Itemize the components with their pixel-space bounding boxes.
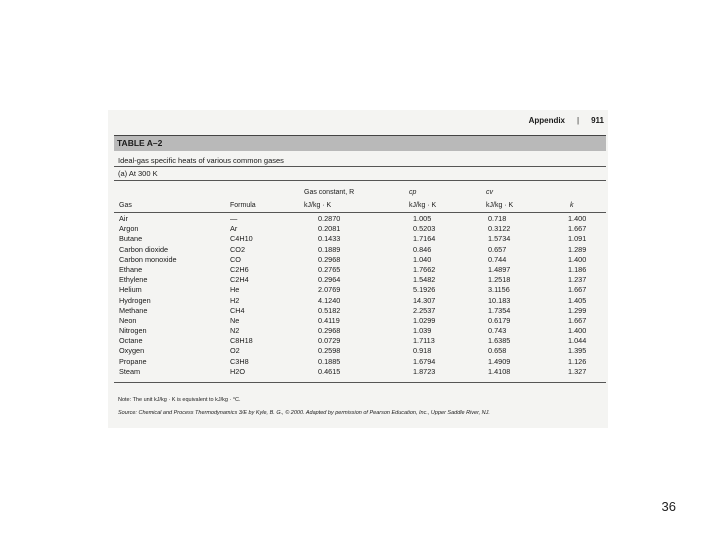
- gas-name: Carbon dioxide: [119, 244, 169, 254]
- gas-name: Methane: [119, 305, 148, 315]
- table-row: [108, 214, 608, 224]
- scanned-table-page: [108, 110, 608, 428]
- column-header-cp-symbol: cp: [409, 189, 417, 196]
- k-value: 1.299: [568, 305, 587, 315]
- cv-value: 0.6179: [488, 315, 511, 325]
- gas-constant: 0.4615: [318, 366, 341, 376]
- gas-constant: 0.1885: [318, 356, 341, 366]
- cp-value: 5.1926: [413, 285, 436, 295]
- cp-value: 0.846: [413, 244, 432, 254]
- column-header-cp: [409, 188, 436, 210]
- gas-formula: C8H18: [230, 336, 253, 346]
- divider: [114, 212, 606, 213]
- gas-name: Hydrogen: [119, 295, 151, 305]
- table-row: [108, 234, 608, 244]
- table-row: [108, 326, 608, 336]
- table-row: [108, 306, 608, 316]
- gas-constant: 0.2870: [318, 214, 341, 223]
- table-section: (a) At 300 K: [118, 169, 158, 178]
- k-value: 1.091: [568, 234, 587, 244]
- cp-value: 1.0299: [413, 315, 436, 325]
- column-header-r-unit: kJ/kg · K: [304, 202, 332, 209]
- divider: [114, 180, 606, 181]
- gas-formula: —: [230, 214, 238, 223]
- k-value: 1.405: [568, 295, 587, 305]
- table-note: Note: The unit kJ/kg · K is equivalent to kJ/kg · °C.: [118, 397, 241, 403]
- table-title: TABLE A–2: [117, 138, 163, 148]
- gas-constant: 0.5182: [318, 305, 341, 315]
- gas-constant: 2.0769: [318, 285, 341, 295]
- cv-value: 1.2518: [488, 275, 511, 285]
- table-subtitle: Ideal-gas specific heats of various common gases: [118, 156, 284, 165]
- k-value: 1.186: [568, 264, 587, 274]
- divider: [114, 382, 606, 383]
- k-value: 1.044: [568, 336, 587, 346]
- table-row: [108, 316, 608, 326]
- k-value: 1.289: [568, 244, 587, 254]
- gas-name: Ethane: [119, 264, 143, 274]
- table-row: [108, 275, 608, 285]
- cp-value: 1.040: [413, 254, 432, 264]
- gas-formula: C2H4: [230, 275, 249, 285]
- cv-value: 1.4108: [488, 366, 511, 376]
- gas-name: Oxygen: [119, 346, 145, 356]
- table-row: [108, 346, 608, 356]
- cp-value: 1.8723: [413, 366, 436, 376]
- gas-formula: He: [230, 285, 240, 295]
- header-page-number: 911: [591, 116, 604, 125]
- gas-formula: Ne: [230, 315, 240, 325]
- column-header-r: [304, 188, 354, 210]
- k-value: 1.400: [568, 214, 587, 223]
- cv-value: 1.4909: [488, 356, 511, 366]
- k-value: 1.667: [568, 315, 587, 325]
- k-value: 1.400: [568, 254, 587, 264]
- cp-value: 1.7164: [413, 234, 436, 244]
- cv-value: 0.658: [488, 346, 507, 356]
- k-value: 1.400: [568, 326, 587, 336]
- gas-name: Helium: [119, 285, 142, 295]
- gas-formula: H2: [230, 295, 240, 305]
- gas-name: Carbon monoxide: [119, 254, 177, 264]
- column-header-cv-symbol: cv: [486, 189, 493, 196]
- cv-value: 0.743: [488, 326, 507, 336]
- table-title-bar: [114, 135, 606, 151]
- cv-value: 1.5734: [488, 234, 511, 244]
- cv-value: 3.1156: [488, 285, 510, 295]
- gas-formula: Ar: [230, 224, 238, 234]
- cv-value: 0.744: [488, 254, 507, 264]
- gas-formula: O2: [230, 346, 240, 356]
- table-row: [108, 255, 608, 265]
- cp-value: 1.7662: [413, 264, 436, 274]
- gas-name: Octane: [119, 336, 143, 346]
- gas-name: Air: [119, 214, 128, 223]
- cv-value: 0.657: [488, 244, 507, 254]
- cp-value: 1.039: [413, 326, 432, 336]
- gas-formula: N2: [230, 326, 240, 336]
- divider: [114, 166, 606, 167]
- gas-formula: CO2: [230, 244, 246, 254]
- page-header: [529, 116, 604, 125]
- column-header-cv: [486, 188, 513, 210]
- table-row: [108, 245, 608, 255]
- header-section: Appendix: [528, 116, 566, 125]
- table-source: Source: Chemical and Process Thermodynamics 3/E by Kyle, B. G., © 2000. Adapted by permission of Pearson Education, Inc., Upper Saddle River, NJ.: [118, 410, 490, 416]
- cp-value: 14.307: [413, 295, 436, 305]
- gas-constant: 0.4119: [318, 315, 340, 325]
- gas-formula: C3H8: [230, 356, 249, 366]
- gas-name: Propane: [119, 356, 147, 366]
- table-row: [108, 336, 608, 346]
- cp-value: 1.5482: [413, 275, 436, 285]
- gas-name: Neon: [119, 315, 137, 325]
- cp-value: 1.005: [413, 214, 432, 223]
- cp-value: 1.6794: [413, 356, 436, 366]
- gas-constant: 0.2598: [318, 346, 341, 356]
- gas-name: Ethylene: [119, 275, 148, 285]
- gas-constant: 0.2081: [318, 224, 341, 234]
- cv-value: 1.6385: [488, 336, 511, 346]
- column-header-k: k: [570, 202, 574, 209]
- cv-value: 1.4897: [488, 264, 511, 274]
- k-value: 1.667: [568, 285, 587, 295]
- cv-value: 0.3122: [488, 224, 511, 234]
- gas-formula: H2O: [230, 366, 246, 376]
- column-header-r-title: Gas constant, R: [304, 189, 355, 196]
- gas-constant: 0.2968: [318, 326, 341, 336]
- column-header-formula: Formula: [230, 202, 256, 209]
- gas-name: Nitrogen: [119, 326, 147, 336]
- gas-constant: 0.0729: [318, 336, 341, 346]
- gas-name: Argon: [119, 224, 139, 234]
- header-separator: |: [577, 116, 580, 125]
- k-value: 1.327: [568, 366, 587, 376]
- gas-constant: 0.1433: [318, 234, 341, 244]
- gas-name: Steam: [119, 366, 141, 376]
- table-row: [108, 296, 608, 306]
- cp-value: 0.5203: [413, 224, 436, 234]
- cv-value: 1.7354: [488, 305, 511, 315]
- gas-formula: C4H10: [230, 234, 253, 244]
- k-value: 1.126: [568, 356, 587, 366]
- cp-value: 2.2537: [413, 305, 436, 315]
- k-value: 1.667: [568, 224, 587, 234]
- gas-formula: C2H6: [230, 264, 249, 274]
- gas-constant: 0.2964: [318, 275, 341, 285]
- gas-name: Butane: [119, 234, 143, 244]
- table-row: [108, 367, 608, 377]
- table-row: [108, 357, 608, 367]
- table-body: [108, 214, 608, 377]
- gas-formula: CH4: [230, 305, 245, 315]
- column-header-cv-unit: kJ/kg · K: [486, 202, 514, 209]
- table-row: [108, 285, 608, 295]
- table-row: [108, 224, 608, 234]
- gas-formula: CO: [230, 254, 241, 264]
- gas-constant: 4.1240: [318, 295, 341, 305]
- table-row: [108, 265, 608, 275]
- slide-page-number: 36: [661, 499, 676, 514]
- k-value: 1.237: [568, 275, 587, 285]
- gas-constant: 0.2968: [318, 254, 341, 264]
- cp-value: 0.918: [413, 346, 432, 356]
- column-header-cp-unit: kJ/kg · K: [409, 202, 437, 209]
- gas-constant: 0.2765: [318, 264, 341, 274]
- cv-value: 0.718: [488, 214, 507, 223]
- k-value: 1.395: [568, 346, 587, 356]
- cp-value: 1.7113: [413, 336, 435, 346]
- cv-value: 10.183: [488, 295, 511, 305]
- column-header-gas: Gas: [119, 202, 132, 209]
- gas-constant: 0.1889: [318, 244, 341, 254]
